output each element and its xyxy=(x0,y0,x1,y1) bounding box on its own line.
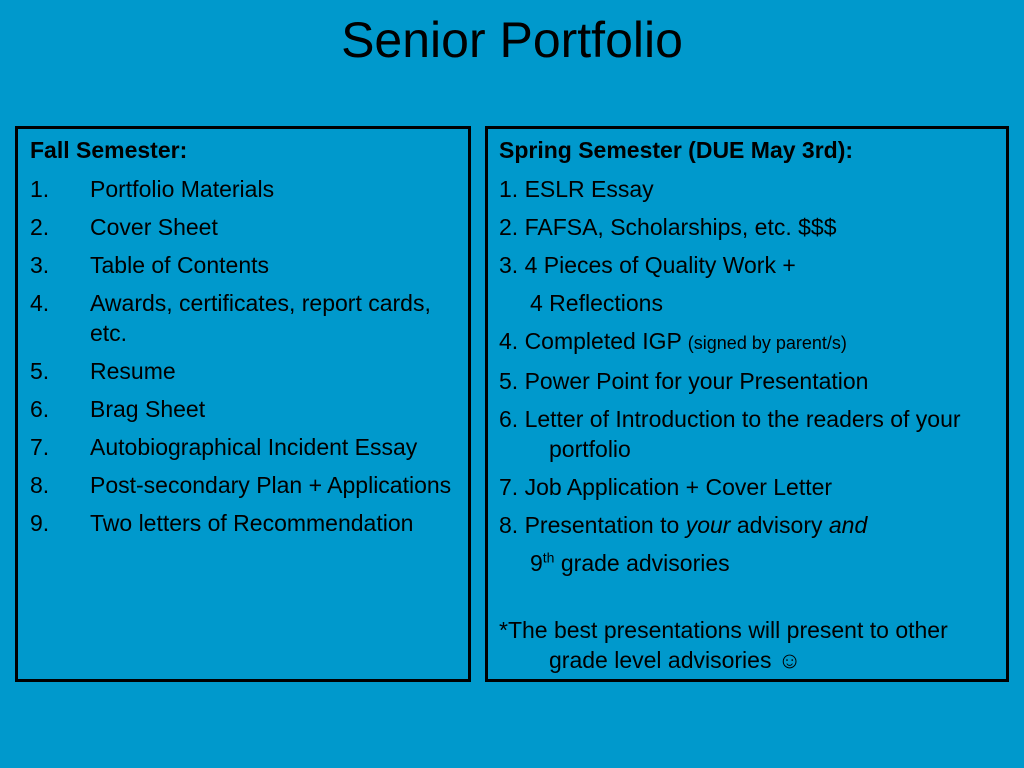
fall-item xyxy=(30,394,458,424)
fall-item-text: Autobiographical Incident Essay xyxy=(90,434,418,460)
spring-item-6: 6. Letter of Introduction to the readers of your portfolio xyxy=(499,406,961,462)
spring-item-8 xyxy=(499,510,996,540)
spring-semester-heading: Spring Semester (DUE May 3rd): xyxy=(499,137,854,163)
spring-item-8-text-a: 8. Presentation to xyxy=(499,512,680,538)
fall-item-number: 4. xyxy=(30,290,50,316)
spring-item-8-cont-sup: th xyxy=(542,549,555,566)
spring-item-8-cont-num: 9 xyxy=(530,550,543,576)
spring-item-3-continued: 4 Reflections xyxy=(530,290,663,316)
fall-item-text: Cover Sheet xyxy=(90,214,218,240)
fall-item xyxy=(30,508,458,538)
fall-item-number: 6. xyxy=(30,396,50,422)
spring-item-3: 3. 4 Pieces of Quality Work + xyxy=(499,252,796,278)
spring-item-8-text-b: advisory xyxy=(736,512,823,538)
fall-item-number: 8. xyxy=(30,472,50,498)
fall-item-text: Awards, certificates, report cards, etc. xyxy=(90,290,431,346)
fall-item xyxy=(30,174,458,204)
spring-item-7: 7. Job Application + Cover Letter xyxy=(499,474,833,500)
spring-item-2: 2. FAFSA, Scholarships, etc. $$$ xyxy=(499,214,837,240)
spring-item-4-note: (signed by parent/s) xyxy=(687,333,847,353)
spring-item-4 xyxy=(499,326,996,358)
fall-item-number: 5. xyxy=(30,358,50,384)
presentation-note: *The best presentations will present to other grade level advisories ☺ xyxy=(499,617,948,673)
fall-item-text: Table of Contents xyxy=(90,252,270,278)
fall-item-number: 3. xyxy=(30,252,50,278)
fall-item-text: Two letters of Recommendation xyxy=(90,510,414,536)
fall-item xyxy=(30,432,458,462)
spring-item-8-and: and xyxy=(828,512,868,538)
fall-semester-list xyxy=(30,174,458,538)
fall-item-text: Post-secondary Plan + Applications xyxy=(90,472,452,498)
fall-item xyxy=(30,470,458,500)
spring-semester-list xyxy=(499,174,996,578)
fall-semester-heading: Fall Semester: xyxy=(30,137,188,163)
fall-item xyxy=(30,288,458,348)
fall-item xyxy=(30,250,458,280)
fall-item xyxy=(30,212,458,242)
fall-item-number: 7. xyxy=(30,434,50,460)
fall-item-number: 2. xyxy=(30,214,50,240)
spring-item-5: 5. Power Point for your Presentation xyxy=(499,368,869,394)
spring-item-4-text: 4. Completed IGP xyxy=(499,328,682,354)
spring-item-8-continued xyxy=(499,548,996,578)
spring-item-1: 1. ESLR Essay xyxy=(499,176,654,202)
slide-title: Senior Portfolio xyxy=(341,12,683,68)
fall-item-text: Brag Sheet xyxy=(90,396,206,422)
fall-item xyxy=(30,356,458,386)
spring-item-8-your: your xyxy=(685,512,731,538)
fall-item-number: 1. xyxy=(30,176,50,202)
fall-item-text: Resume xyxy=(90,358,176,384)
spring-semester-box xyxy=(485,126,1009,682)
spring-item-8-cont-text: grade advisories xyxy=(560,550,730,576)
fall-semester-box xyxy=(15,126,471,682)
fall-item-text: Portfolio Materials xyxy=(90,176,275,202)
fall-item-number: 9. xyxy=(30,510,50,536)
